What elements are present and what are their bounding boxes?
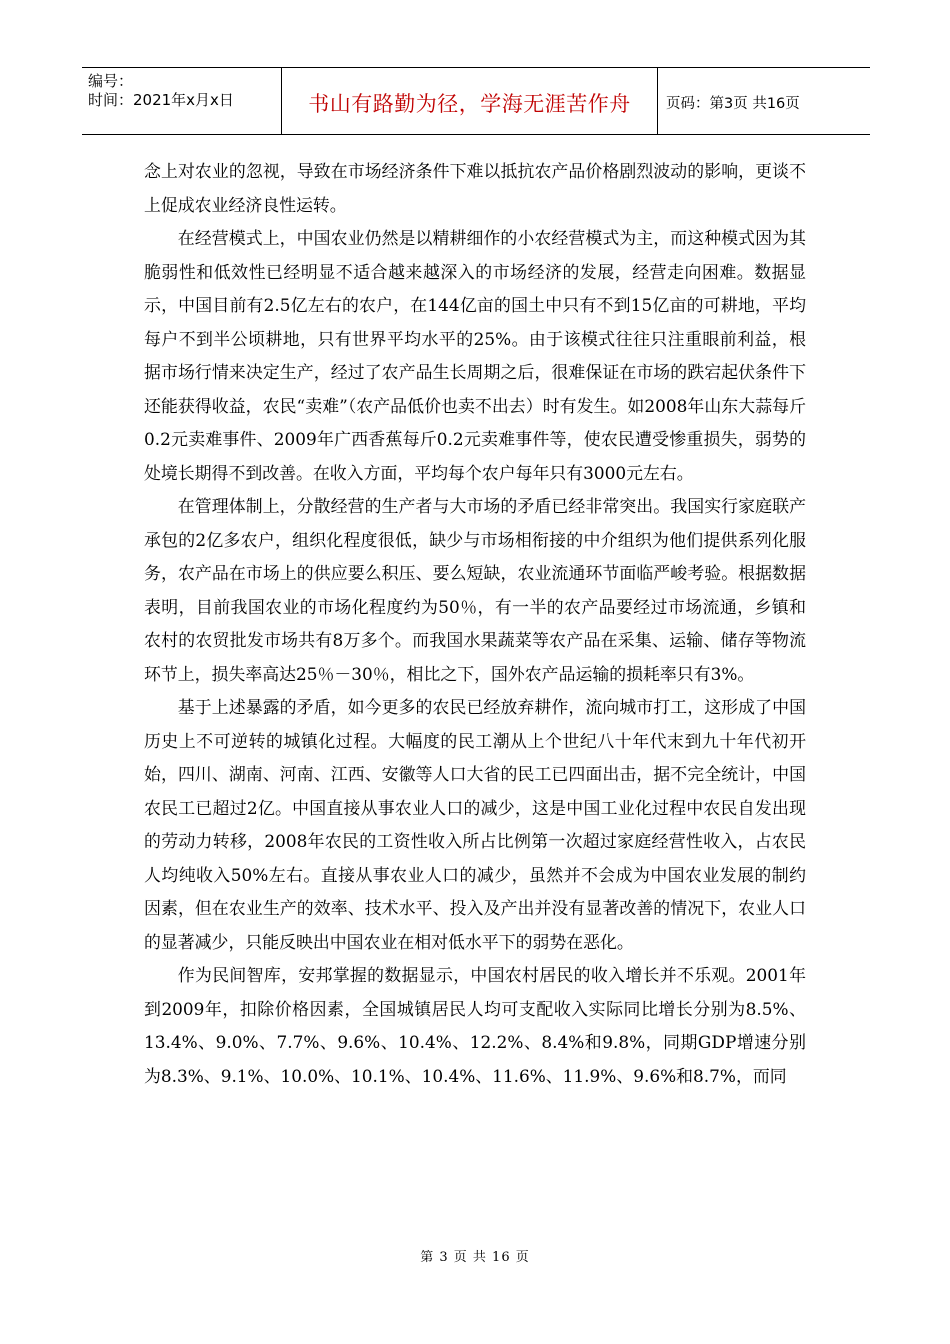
paragraph: 作为民间智库，安邦掌握的数据显示，中国农村居民的收入增长并不乐观。2001年到2009年，扣除价格因素，全国城镇居民人均可支配收入实际同比增长分别为8.5%、13.4%、9.0%、7.7%、9.6%、10.4%、12.2%、8.4%和9.8%，同期GDP增速分别为8.3%、9.1%、10.0%、10.1%、10.4%、11.6%、11.9%、9.6%和8.7%，而同	[144, 965, 806, 1086]
document-number-label: 编号：	[88, 72, 134, 90]
header-page-info: 页码：第3页 共16页	[666, 95, 800, 112]
header-meta	[82, 68, 282, 134]
paragraph: 基于上述暴露的矛盾，如今更多的农民已经放弃耕作，流向城市打工，这形成了中国历史上不可逆转的城镇化过程。大幅度的民工潮从上个世纪八十年代末到九十年代初开始，四川、湖南、河南、江西、安徽等人口大省的民工已四面出击，据不完全统计，中国农民工已超过2亿。中国直接从事农业人口的减少，这是中国工业化过程中农民自发出现的劳动力转移，2008年农民的工资性收入所占比例第一次超过家庭经营性收入，占农民人均纯收入50%左右。直接从事农业人口的减少，虽然并不会成为中国农业发展的制约因素，但在农业生产的效率、技术水平、投入及产出并没有显著改善的情况下，农业人口的显著减少，只能反映出中国农业在相对低水平下的弱势在恶化。	[144, 697, 806, 952]
paragraph: 念上对农业的忽视，导致在市场经济条件下难以抵抗农产品价格剧烈波动的影响，更谈不上促成农业经济良性运转。	[144, 161, 806, 215]
page-header	[82, 67, 870, 135]
paragraph: 在经营模式上，中国农业仍然是以精耕细作的小农经营模式为主，而这种模式因为其脆弱性和低效性已经明显不适合越来越深入的市场经济的发展，经营走向困难。数据显示，中国目前有2.5亿左右的农户，在144亿亩的国土中只有不到15亿亩的可耕地，平均每户不到半公顷耕地，只有世界平均水平的25%。由于该模式往往只注重眼前利益，根据市场行情来决定生产，经过了农产品生长周期之后，很难保证在市场的跌宕起伏条件下还能获得收益，农民“卖难”（农产品低价也卖不出去）时有发生。如2008年山东大蒜每斤0.2元卖难事件、2009年广西香蕉每斤0.2元卖难事件等，使农民遭受惨重损失，弱势的处境长期得不到改善。在收入方面，平均每个农户每年只有3000元左右。	[144, 228, 806, 483]
page-footer: 第 3 页 共 16 页	[420, 1250, 530, 1265]
document-time-label: 时间：2021年x月x日	[88, 91, 234, 109]
paragraph: 在管理体制上，分散经营的生产者与大市场的矛盾已经非常突出。我国实行家庭联产承包的2亿多农户，组织化程度很低，缺少与市场相衔接的中介组织为他们提供系列化服务，农产品在市场上的供应要么积压、要么短缺，农业流通环节面临严峻考验。根据数据表明，目前我国农业的市场化程度约为50％，有一半的农产品要经过市场流通，乡镇和农村的农贸批发市场共有8万多个。而我国水果蔬菜等农产品在采集、运输、储存等物流环节上，损失率高达25％－30％，相比之下，国外农产品运输的损耗率只有3%。	[144, 496, 806, 684]
document-body	[144, 155, 806, 1093]
header-motto: 书山有路勤为径，学海无涯苦作舟	[282, 68, 658, 134]
